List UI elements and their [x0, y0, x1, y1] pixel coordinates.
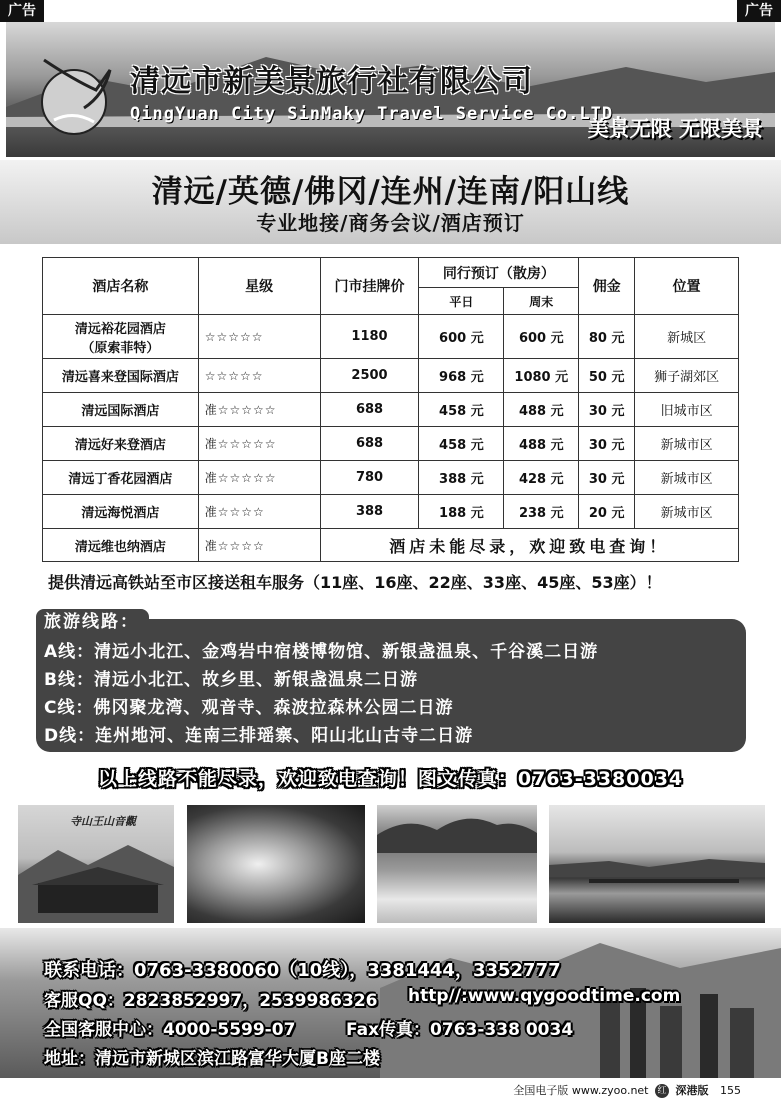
route-headline: 清远/英德/佛冈/连州/连南/阳山线: [151, 174, 630, 210]
red-badge-icon: 红: [655, 1084, 669, 1098]
rack-price: 2500: [320, 359, 419, 393]
weekend-price: 1080 元: [504, 359, 579, 393]
qq-line: 客服QQ：2823852997，2539986326: [44, 991, 378, 1011]
route-item: B线：清远小北江、故乡里、新银盏温泉二日游: [44, 670, 418, 690]
call-and-fax-line: 以上线路不能尽录，欢迎致电查询！图文传真：0763-3380034: [97, 768, 684, 790]
weekday-price: 388 元: [419, 461, 504, 495]
table-row: [43, 461, 739, 495]
crane-logo-icon: [34, 40, 124, 140]
table-row: [43, 359, 739, 393]
hotel-name: 清远丁香花园酒店: [43, 461, 199, 495]
shuttle-service-note: 提供清远高铁站至市区接送租车服务（11座、16座、22座、33座、45座、53座）！: [48, 573, 662, 592]
rack-price: 688: [320, 393, 419, 427]
hotel-price-table: [42, 257, 739, 562]
hotel-name: 清远喜来登国际酒店: [43, 359, 199, 393]
company-name-cn: 清远市新美景旅行社有限公司: [130, 64, 533, 99]
table-row: [43, 529, 739, 562]
route-item: A线：清远小北江、金鸡岩中宿楼博物馆、新银盏温泉、千谷溪二日游: [44, 642, 599, 662]
fax-line: Fax传真：0763-338 0034: [346, 1020, 574, 1040]
hotel-name: 清远好来登酒店: [43, 427, 199, 461]
temple-illustration: [18, 805, 174, 923]
hotel-star: 准☆☆☆☆: [198, 495, 320, 529]
hotel-star: 准☆☆☆☆☆: [198, 461, 320, 495]
commission: 80 元: [579, 315, 635, 359]
routes-panel: [36, 619, 746, 752]
edition-site: 全国电子版 www.zyoo.net: [513, 1084, 649, 1097]
company-banner: [6, 22, 775, 157]
location: 旧城市区: [635, 393, 739, 427]
hotel-name: 清远维也纳酒店: [43, 529, 199, 562]
route-item: C线：佛冈聚龙湾、观音寺、森波拉森林公园二日游: [44, 698, 454, 718]
weekday-price: 600 元: [419, 315, 504, 359]
hotel-star: 准☆☆☆☆: [198, 529, 320, 562]
header-commission: 佣金: [579, 258, 635, 315]
waterfall-photo: [187, 805, 365, 923]
commission: 30 元: [579, 427, 635, 461]
commission: 30 元: [579, 393, 635, 427]
slogan: 美景无限 无限美景: [587, 117, 763, 141]
location: 新城市区: [635, 495, 739, 529]
location: 狮子湖郊区: [635, 359, 739, 393]
ad-tag-left: 广告: [0, 0, 44, 22]
table-notice: 酒店未能尽录，欢迎致电查询！: [320, 529, 738, 562]
city-river-photo: [549, 805, 765, 923]
table-row: [43, 427, 739, 461]
hotel-star: ☆☆☆☆☆: [198, 359, 320, 393]
weekday-price: 458 元: [419, 427, 504, 461]
header-location: 位置: [635, 258, 739, 315]
header-peer-booking: 同行预订（散房）: [419, 258, 579, 288]
edition-name: 深港版: [675, 1084, 709, 1097]
table-row: [43, 495, 739, 529]
weekend-price: 428 元: [504, 461, 579, 495]
location: 新城区: [635, 315, 739, 359]
palm-trees-illustration: [377, 805, 537, 923]
weekday-price: 188 元: [419, 495, 504, 529]
company-name-en: QingYuan City SinMaky Travel Service Co.LTD.: [130, 104, 625, 124]
routes-title: 旅游线路：: [36, 609, 149, 635]
page-footer: [513, 1082, 741, 1098]
rack-price: 388: [320, 495, 419, 529]
hotel-name: 清远海悦酒店: [43, 495, 199, 529]
rack-price: 1180: [320, 315, 419, 359]
location: 新城市区: [635, 427, 739, 461]
header-star: 星级: [198, 258, 320, 315]
header-weekend: 周末: [504, 288, 579, 315]
hotel-name: 清远国际酒店: [43, 393, 199, 427]
commission: 20 元: [579, 495, 635, 529]
website-link[interactable]: http//:www.qygoodtime.com: [408, 986, 681, 1006]
hotel-star: 准☆☆☆☆☆: [198, 427, 320, 461]
weekday-price: 968 元: [419, 359, 504, 393]
weekend-price: 488 元: [504, 427, 579, 461]
header-hotel-name: 酒店名称: [43, 258, 199, 315]
page-number: 155: [720, 1084, 741, 1097]
header-weekday: 平日: [419, 288, 504, 315]
service-subheadline: 专业地接/商务会议/酒店预订: [256, 211, 525, 235]
beach-photo: [377, 805, 537, 923]
bridge-illustration: [549, 805, 765, 923]
location: 新城市区: [635, 461, 739, 495]
route-item: D线：连州地河、连南三排瑶寨、阳山北山古寺二日游: [44, 726, 474, 746]
contact-block: [0, 928, 781, 1078]
hotel-name: 清远裕花园酒店 （原索菲特）: [43, 315, 199, 359]
address-line: 地址：清远市新城区滨江路富华大厦B座二楼: [44, 1049, 380, 1069]
header-rack-price: 门市挂牌价: [320, 258, 419, 315]
ad-tag-right: 广告: [737, 0, 781, 22]
temple-photo-caption: 寺山王山音觀: [70, 815, 136, 828]
commission: 50 元: [579, 359, 635, 393]
rack-price: 688: [320, 427, 419, 461]
commission: 30 元: [579, 461, 635, 495]
temple-photo: [18, 805, 174, 923]
weekend-price: 238 元: [504, 495, 579, 529]
service-center-line: 全国客服中心：4000-5599-07: [44, 1020, 296, 1040]
phone-line: 联系电话：0763-3380060（10线），3381444，3352777: [44, 960, 561, 981]
weekend-price: 600 元: [504, 315, 579, 359]
weekday-price: 458 元: [419, 393, 504, 427]
table-row: [43, 393, 739, 427]
hotel-star: 准☆☆☆☆☆: [198, 393, 320, 427]
table-row: [43, 315, 739, 359]
weekend-price: 488 元: [504, 393, 579, 427]
hotel-star: ☆☆☆☆☆: [198, 315, 320, 359]
rack-price: 780: [320, 461, 419, 495]
